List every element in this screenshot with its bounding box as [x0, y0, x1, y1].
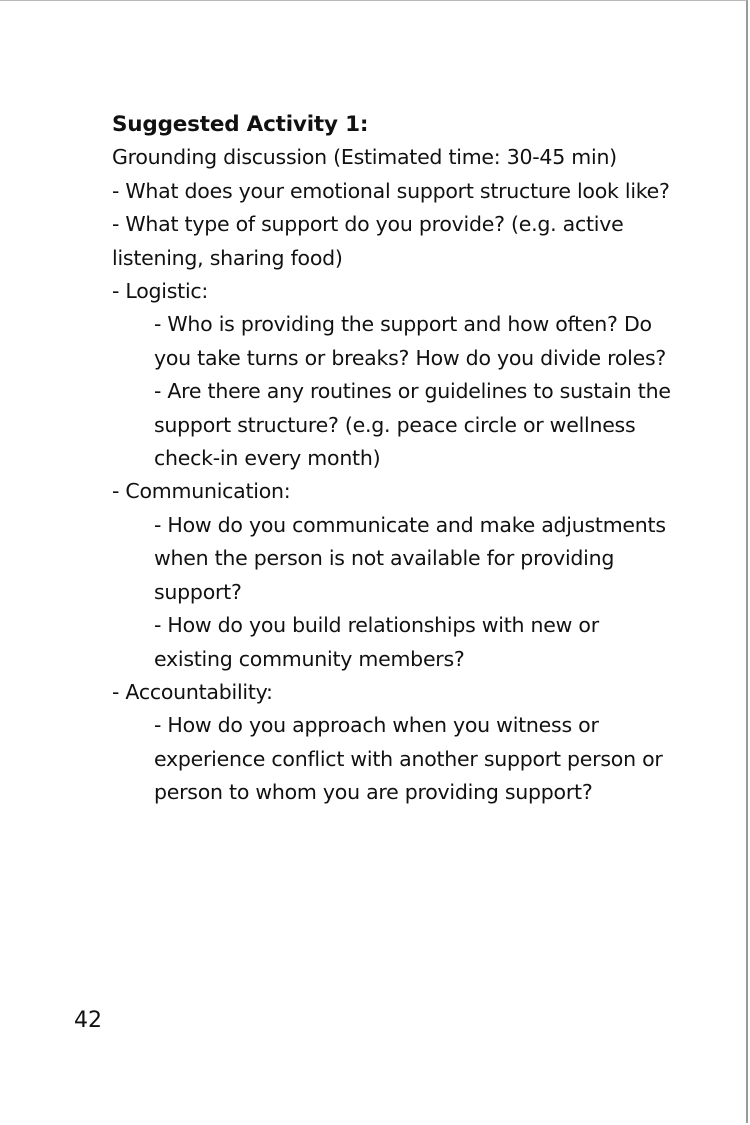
section-communication-label: - Communication:	[112, 479, 291, 504]
question-support-type: - What type of support do you provide? (e.g. active listening, sharing food)	[112, 212, 624, 270]
activity-heading: Suggested Activity 1:	[112, 112, 369, 137]
logistic-item: - Are there any routines or guidelines to sustain the support structure? (e.g. peace circle or wellness check-in every month)	[154, 379, 671, 471]
accountability-item: - How do you approach when you witness or experience conflict with another support person or person to whom you are providing support?	[154, 713, 663, 805]
activity-content	[112, 108, 682, 810]
logistic-item: - Who is providing the support and how often? Do you take turns or breaks? How do you divide roles?	[154, 312, 667, 370]
section-logistic-label: - Logistic:	[112, 279, 209, 304]
page-number: 42	[74, 1008, 102, 1033]
question-support-structure: - What does your emotional support structure look like?	[112, 178, 670, 203]
communication-item: - How do you communicate and make adjustments when the person is not available for providing support?	[154, 512, 666, 604]
communication-item: - How do you build relationships with new or existing community members?	[154, 613, 599, 671]
activity-intro: Grounding discussion (Estimated time: 30-45 min)	[112, 145, 617, 170]
section-accountability-label: - Accountability:	[112, 679, 273, 704]
